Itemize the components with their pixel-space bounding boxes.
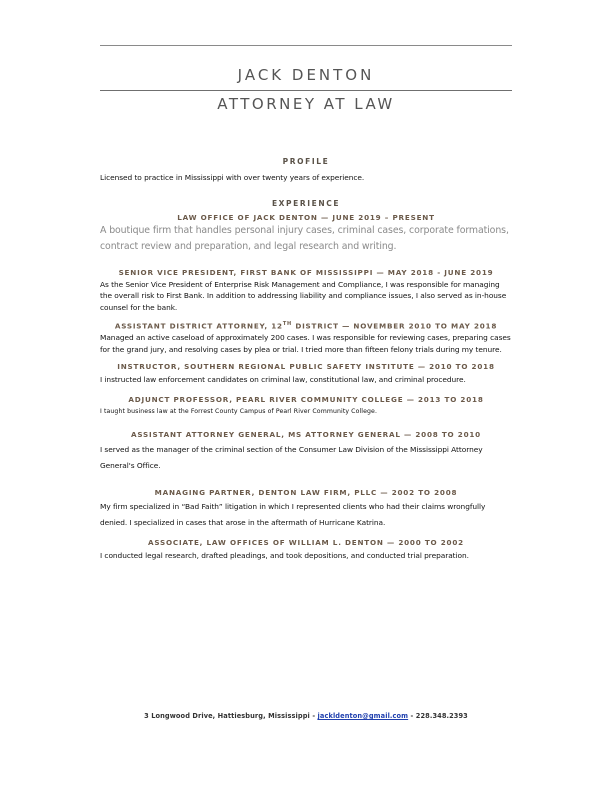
job-heading: LAW OFFICE OF JACK DENTON — JUNE 2019 – PRESENT: [177, 212, 435, 222]
job-description: A boutique firm that handles personal injury cases, criminal cases, corporate formations, contract review and preparation, and legal research and writing.: [100, 224, 509, 252]
email-link[interactable]: jackldenton@gmail.com: [317, 712, 409, 720]
top-rule: [100, 45, 512, 46]
job-heading: [100, 319, 512, 331]
job-description: My firm specialized in “Bad Faith” litigation in which I represented clients who had their claims wrongfully denied. I specialized in cases that arose in the aftermath of Hurricane Katrina.: [100, 501, 486, 527]
contact-footer: [100, 712, 512, 720]
header-rule: [100, 90, 512, 91]
job-description: As the Senior Vice President of Enterprise Risk Management and Compliance, I was responsible for managing the overall risk to First Bank. In addition to addressing liability and compliance issues, I also served as in-house counsel for the bank.: [100, 279, 507, 312]
job-heading: MANAGING PARTNER, DENTON LAW FIRM, PLLC — 2002 TO 2008: [154, 487, 458, 497]
footer-address: 3 Longwood Drive, Hattiesburg, Mississippi -: [144, 712, 318, 720]
job-heading-part: DISTRICT — NOVEMBER 2010 TO MAY 2018: [292, 321, 498, 331]
job-heading: ASSOCIATE, LAW OFFICES OF WILLIAM L. DENTON — 2000 TO 2002: [148, 537, 464, 547]
profile-heading: PROFILE: [282, 157, 330, 166]
footer-phone: - 228.348.2393: [408, 712, 468, 720]
job-heading: ADJUNCT PROFESSOR, PEARL RIVER COMMUNITY COLLEGE — 2013 TO 2018: [128, 394, 484, 404]
job-description: I conducted legal research, drafted pleadings, and took depositions, and conducted trial preparation.: [100, 550, 469, 560]
job-description: I instructed law enforcement candidates on criminal law, constitutional law, and criminal procedure.: [100, 375, 466, 385]
profile-text: Licensed to practice in Mississippi with over twenty years of experience.: [100, 173, 365, 182]
job-heading: ASSISTANT ATTORNEY GENERAL, MS ATTORNEY GENERAL — 2008 TO 2010: [131, 429, 481, 439]
job-description: I taught business law at the Forrest County Campus of Pearl River Community College.: [100, 407, 378, 415]
experience-heading: EXPERIENCE: [271, 198, 341, 208]
job-description: I served as the manager of the criminal section of the Consumer Law Division of the Mississippi Attorney General's Office.: [100, 444, 483, 470]
job-heading-part: ASSISTANT DISTRICT ATTORNEY, 12: [114, 321, 283, 331]
ordinal-suffix: TH: [282, 321, 293, 327]
job-description: Managed an active caseload of approximately 200 cases. I was responsible for reviewing cases, preparing cases for the grand jury, and resolving cases by plea or trial. I tried more than fifteen felony trials during my tenure.: [100, 333, 511, 354]
job-heading: SENIOR VICE PRESIDENT, FIRST BANK OF MISSISSIPPI — MAY 2018 - JUNE 2019: [118, 267, 494, 277]
attorney-title: ATTORNEY AT LAW: [217, 95, 395, 113]
job-heading: INSTRUCTOR, SOUTHERN REGIONAL PUBLIC SAFETY INSTITUTE — 2010 TO 2018: [117, 362, 495, 372]
attorney-name: JACK DENTON: [237, 66, 375, 84]
resume-body: [100, 157, 512, 561]
